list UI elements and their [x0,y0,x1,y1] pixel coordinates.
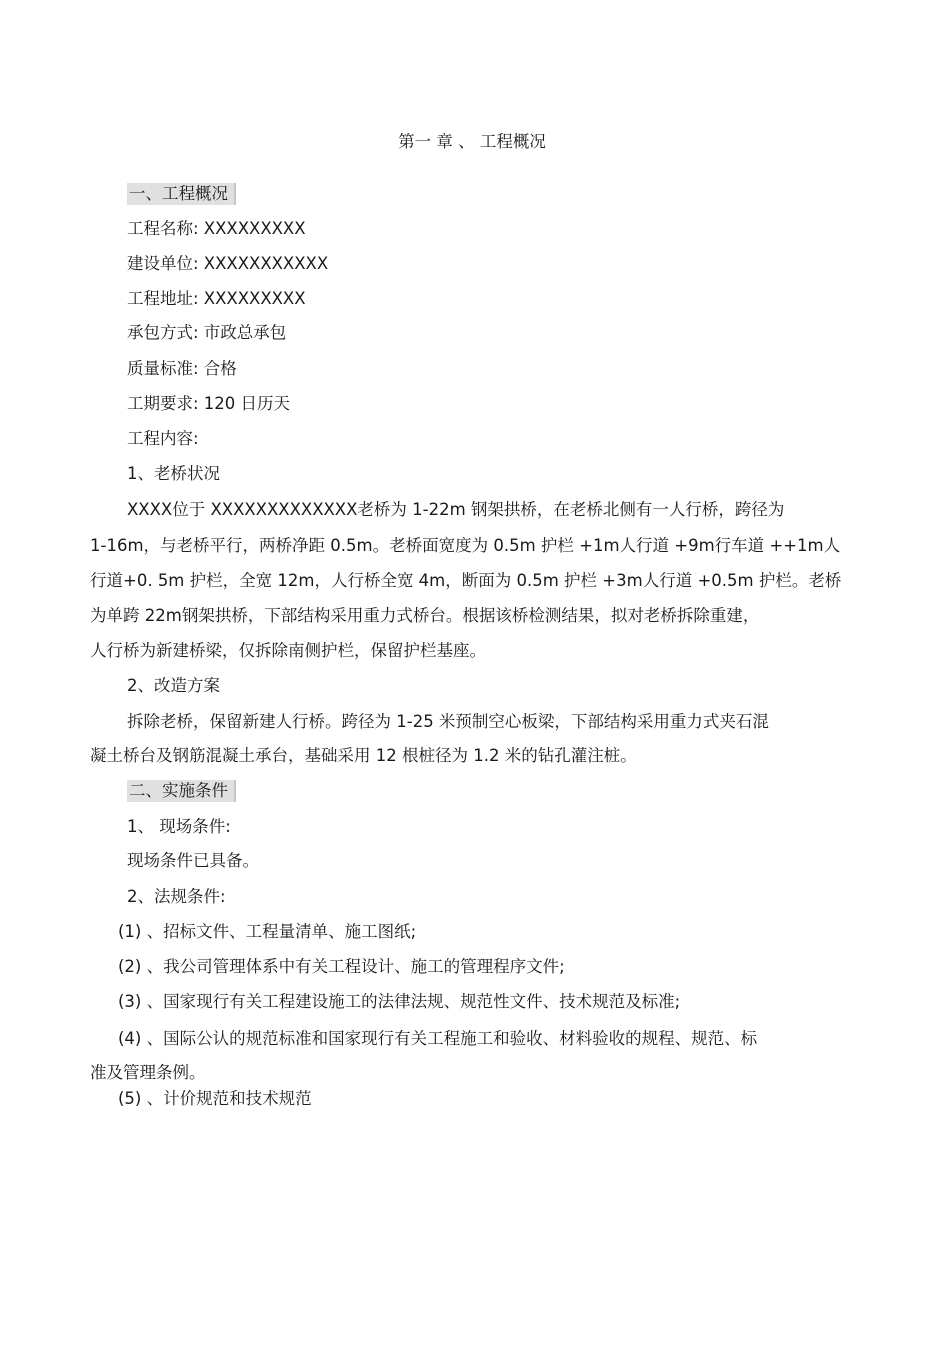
site-conditions-text: 现场条件已具备。 [127,851,259,870]
field-quality: 质量标准: 合格 [127,359,237,378]
paragraph-line: 拆除老桥，保留新建人行桥。跨径为 1-25 米预制空心板梁，下部结构采用重力式夹石混 [127,712,769,731]
field-duration: 工期要求: 120 日历天 [127,394,291,413]
list-item: (5) 、计价规范和技术规范 [118,1089,312,1108]
paragraph-line: 人行桥为新建桥梁，仅拆除南侧护栏，保留护栏基座。 [90,641,486,660]
section-heading-conditions: 二、实施条件 [127,780,236,802]
subheading-renovation: 2、改造方案 [127,676,220,695]
field-content: 工程内容: [127,429,199,448]
paragraph-line: 行道+0. 5m 护栏，全宽 12m，人行桥全宽 4m，断面为 0.5m 护栏 +3m人行道 +0.5m 护栏。老桥 [90,571,842,590]
subheading-regulations: 2、法规条件: [127,887,226,906]
field-builder: 建设单位: XXXXXXXXXXX [127,254,329,273]
chapter-title: 第一 章 、 工程概况 [398,132,546,151]
paragraph-line: 1-16m，与老桥平行，两桥净距 0.5m。老桥面宽度为 0.5m 护栏 +1m人行道 +9m行车道 ++1m人 [90,536,841,555]
field-address: 工程地址: XXXXXXXXX [127,289,306,308]
subheading-site-conditions: 1、 现场条件: [127,817,231,836]
paragraph-line: XXXX位于 XXXXXXXXXXXXX老桥为 1-22m 钢架拱桥，在老桥北侧有一人行桥，跨径为 [127,500,785,519]
list-item-continuation: 准及管理条例。 [90,1063,206,1082]
list-item: (2) 、我公司管理体系中有关工程设计、施工的管理程序文件; [118,957,565,976]
field-contract-type: 承包方式: 市政总承包 [127,323,287,342]
list-item: (4) 、国际公认的规范标准和国家现行有关工程施工和验收、材料验收的规程、规范、标 [118,1029,758,1048]
section-heading-overview: 一、工程概况 [127,183,236,205]
list-item: (1) 、招标文件、工程量清单、施工图纸; [118,922,417,941]
subheading-old-bridge: 1、老桥状况 [127,464,220,483]
paragraph-line: 为单跨 22m钢架拱桥，下部结构采用重力式桥台。根据该桥检测结果，拟对老桥拆除重建， [90,606,760,625]
field-project-name: 工程名称: XXXXXXXXX [127,219,306,238]
list-item: (3) 、国家现行有关工程建设施工的法律法规、规范性文件、技术规范及标准; [118,992,681,1011]
paragraph-line: 凝土桥台及钢筋混凝土承台，基础采用 12 根桩径为 1.2 米的钻孔灌注桩。 [90,746,637,765]
